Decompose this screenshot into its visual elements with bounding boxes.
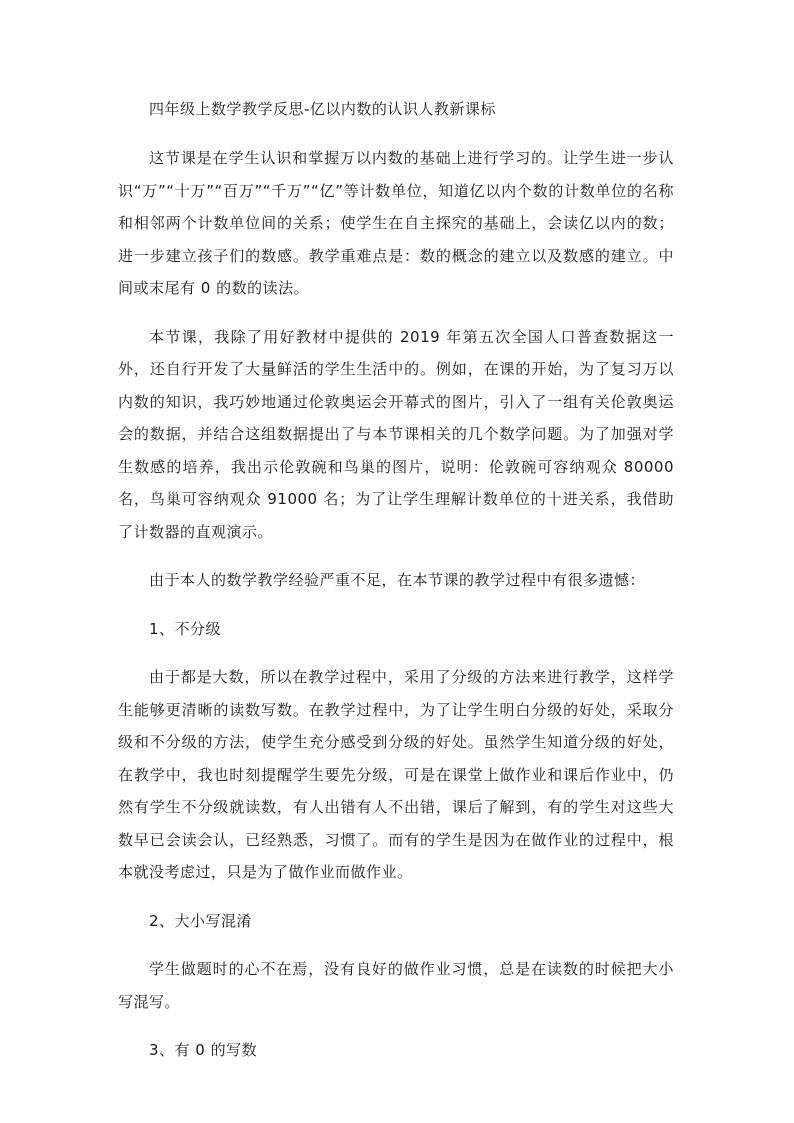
- document-body: [118, 92, 674, 1067]
- section-heading-3: 3、有 0 的写数: [149, 1041, 258, 1059]
- document-title: 四年级上数学教学反思-亿以内数的认识人教新课标: [149, 100, 496, 118]
- section-heading-1: 1、不分级: [149, 619, 222, 638]
- section-text-1: 由于都是大数，所以在教学过程中，采用了分级的方法来进行教学，这样学生能够更清晰的读数写数。在教学过程中，为了让学生明白分级的好处，采取分级和不分级的方法，使学生充分感受到分级的好处。虽然学生知道分级的好处，在教学中，我也时刻提醒学生要先分级，可是在课堂上做作业和课后作业中，仍然有学生不分级就读数，有人出错有人不出错，课后了解到，有的学生对这些大数早已会读会认，已经熟悉，习惯了。而有的学生是因为在做作业的过程中，根本就没考虑过，只是为了做作业而做作业。: [118, 668, 674, 881]
- paragraph-regrets: 由于本人的数学教学经验严重不足，在本节课的教学过程中有很多遗憾：: [149, 571, 646, 589]
- paragraph-materials: 本节课，我除了用好教材中提供的 2019 年第五次全国人口普查数据这一外，还自行开发了大量鲜活的学生生活中的。例如，在课的开始，为了复习万以内数的知识，我巧妙地通过伦敦奥运会开幕式的图片，引入了一组有关伦敦奥运会的数据，并结合这组数据提出了与本节课相关的几个数学问题。为了加强对学生数感的培养，我出示伦敦碗和鸟巢的图片，说明：伦敦碗可容纳观众 80000 名，鸟巢可容纳观众 91000 名；为了让学生理解计数单位的十进关系，我借助了计数器的直观演示。: [118, 327, 674, 541]
- section-heading-2: 2、大小写混淆: [149, 911, 253, 930]
- section-text-2: 学生做题时的心不在焉，没有良好的做作业习惯，总是在读数的时候把大小写混写。: [118, 960, 674, 1011]
- paragraph-intro: 这节课是在学生认识和掌握万以内数的基础上进行学习的。让学生进一步认识“万”“十万”“百万”“千万”“亿”等计数单位，知道亿以内个数的计数单位的名称和相邻两个计数单位间的关系；使学生在自主探究的基础上，会读亿以内的数；进一步建立孩子们的数感。教学重难点是：数的概念的建立以及数感的建立。中间或末尾有 0 的数的读法。: [118, 149, 674, 297]
